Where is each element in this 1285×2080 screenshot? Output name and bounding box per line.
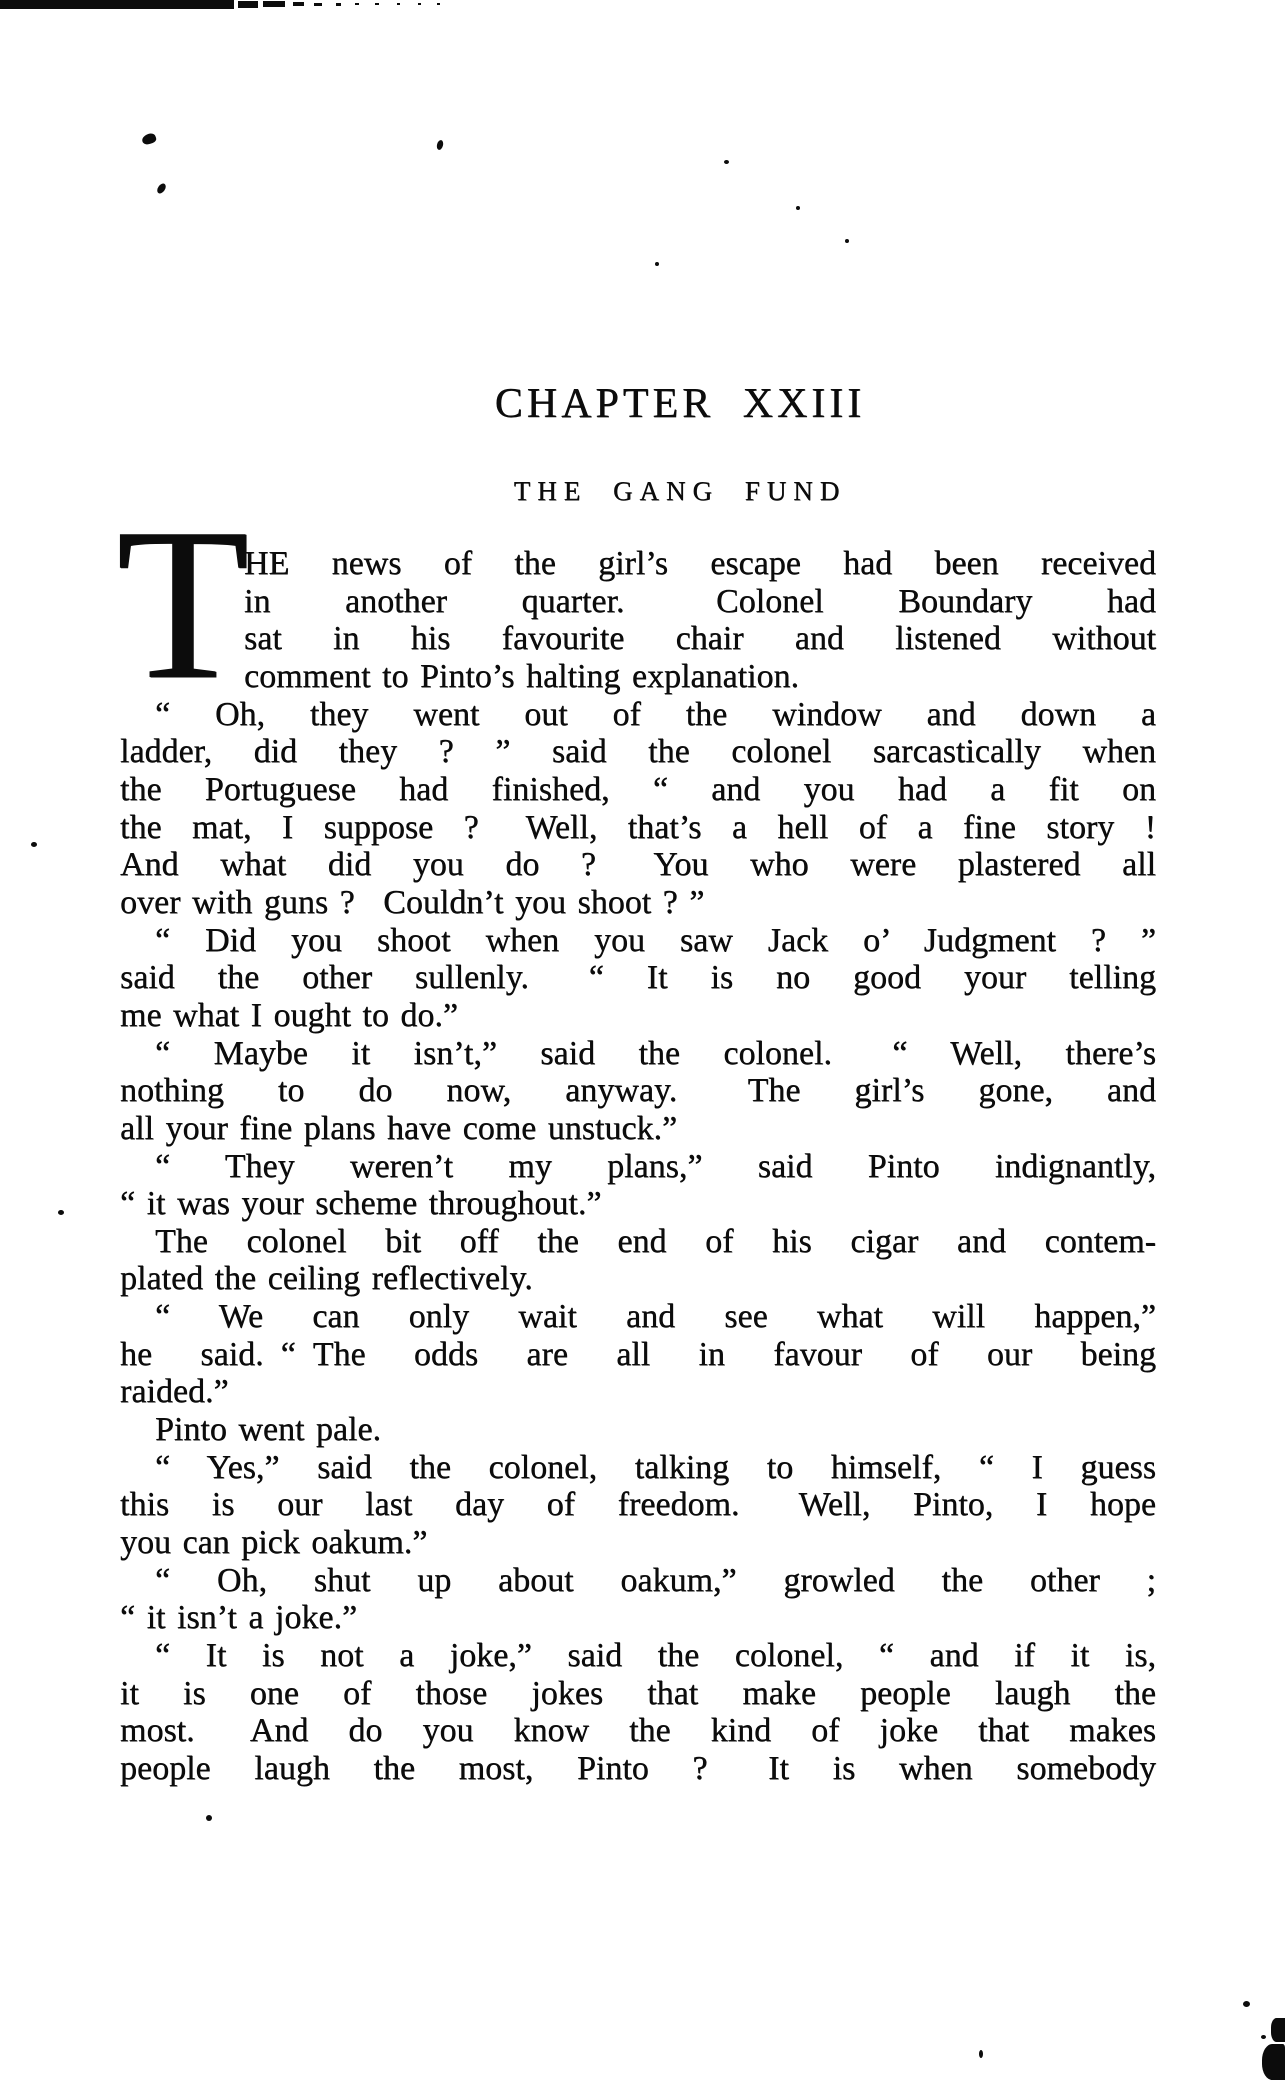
scan-artifact-speck — [155, 182, 167, 195]
text-line: And what did you do ? You who were plastered all — [120, 846, 1156, 884]
text-line: nothing to do now, anyway. The girl’s gone, and — [120, 1072, 1156, 1110]
text-line: “ Yes,” said the colonel, talking to himself, “ I guess — [155, 1448, 1156, 1486]
scan-artifact-speck — [58, 1210, 64, 1215]
scan-artifact-speck — [206, 1815, 212, 1821]
text-line: The colonel bit off the end of his cigar and contem- — [155, 1222, 1156, 1260]
text-line: “ Maybe it isn’t,” said the colonel. “ Well, there’s — [155, 1034, 1156, 1072]
text-line: the Portuguese had finished, “ and you had a fit on — [120, 770, 1156, 808]
text-line: said the other sullenly. “ It is no good your telling — [120, 959, 1156, 997]
text-line: sat in his favourite chair and listened without — [244, 620, 1156, 658]
scan-artifact-speck — [1243, 2001, 1250, 2007]
scan-artifact-speck — [724, 160, 729, 164]
scan-artifact-top-dash — [355, 3, 359, 5]
scan-artifact-speck — [1261, 2035, 1266, 2039]
text-line: “ it isn’t a joke.” — [120, 1599, 358, 1637]
text-line: plated the ceiling reflectively. — [120, 1260, 533, 1298]
text-line: it is one of those jokes that make people laugh the — [120, 1674, 1156, 1712]
text-line: “ Did you shoot when you saw Jack o’ Judgment ? ” — [155, 921, 1156, 959]
scan-artifact-speck — [979, 2050, 983, 2058]
text-line: ladder, did they ? ” said the colonel sarcastically when — [120, 733, 1156, 771]
scan-artifact-top-dash — [437, 3, 440, 5]
text-line: comment to Pinto’s halting explanation. — [244, 657, 799, 695]
scan-artifact-top-dash — [263, 1, 285, 7]
chapter-heading: CHAPTER XXIII — [494, 381, 866, 427]
scan-artifact-speck — [436, 139, 444, 150]
text-line: HE news of the girl’s escape had been received — [244, 545, 1156, 582]
text-line: “ They weren’t my plans,” said Pinto indignantly, — [155, 1147, 1156, 1185]
text-line: all your fine plans have come unstuck.” — [120, 1109, 678, 1147]
scan-artifact-speck — [796, 206, 800, 210]
scan-artifact-speck — [845, 239, 849, 243]
scan-artifact-top-dash — [375, 3, 379, 5]
text-line: “ Oh, they went out of the window and down a — [155, 695, 1156, 733]
scan-artifact-top-dash — [418, 3, 421, 5]
text-line: this is our last day of freedom. Well, Pinto, I hope — [120, 1486, 1156, 1524]
scan-artifact-top-dash — [238, 1, 258, 8]
chapter-subtitle: THE GANG FUND — [513, 476, 847, 506]
text-line: in another quarter. Colonel Boundary had — [244, 582, 1156, 620]
text-line: Pinto went pale. — [155, 1411, 382, 1449]
text-line: the mat, I suppose ? Well, that’s a hell of a fine story ! — [120, 808, 1156, 846]
scan-artifact-ink-blob — [1262, 2044, 1285, 2080]
scan-artifact-ink-blob — [141, 132, 158, 146]
scan-artifact-top-dash — [293, 2, 304, 6]
scan-artifact-top-dash — [314, 3, 322, 6]
scan-artifact-speck — [31, 842, 37, 847]
scan-artifact-top-dash — [397, 3, 400, 5]
text-line: over with guns ? Couldn’t you shoot ? ” — [120, 883, 705, 921]
text-line: “ it was your scheme throughout.” — [120, 1185, 602, 1223]
text-line: “ We can only wait and see what will happen,” — [155, 1298, 1156, 1336]
scan-artifact-top-dash — [336, 3, 341, 6]
scan-artifact-speck — [655, 262, 659, 266]
text-line: he said. “ The odds are all in favour of our being — [120, 1335, 1156, 1373]
text-line: raided.” — [120, 1373, 229, 1411]
text-line: “ It is not a joke,” said the colonel, “ and if it is, — [155, 1637, 1156, 1675]
text-line: “ Oh, shut up about oakum,” growled the other ; — [155, 1561, 1156, 1599]
text-line: me what I ought to do.” — [120, 996, 458, 1034]
text-line: people laugh the most, Pinto ? It is when somebody — [120, 1750, 1156, 1787]
scan-artifact-top-bar — [0, 0, 234, 9]
drop-cap-letter: T — [116, 484, 250, 725]
text-line: you can pick oakum.” — [120, 1524, 428, 1562]
text-line: most. And do you know the kind of joke that makes — [120, 1712, 1156, 1750]
scan-artifact-ink-blob — [1271, 2018, 1285, 2042]
